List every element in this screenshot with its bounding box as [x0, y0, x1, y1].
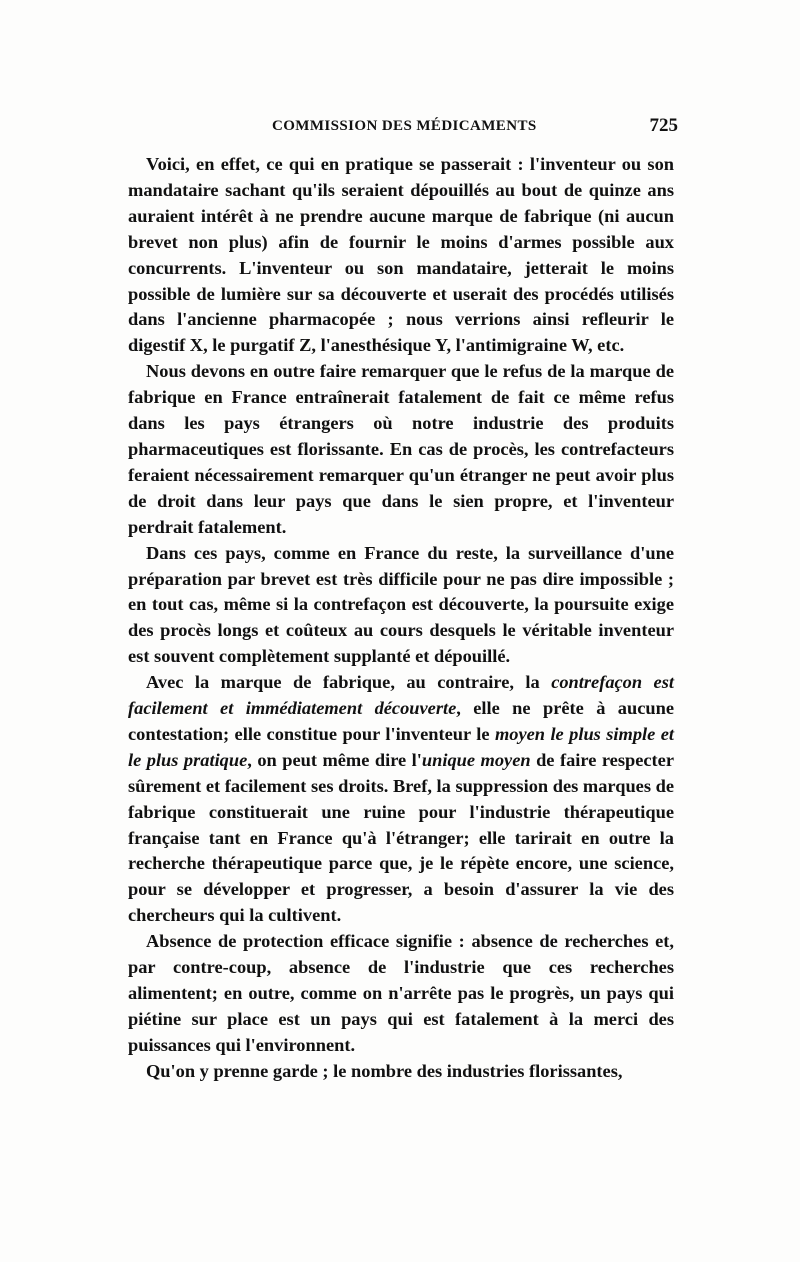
page-number: 725 — [649, 115, 678, 136]
paragraph-2: Nous devons en outre faire remarquer que le refus de la marque de fabrique en France entraînerait fatalement de fait ce même refus dans les pays étrangers où notre industrie des produits pharmaceutiques est florissante. En cas de procès, les contrefacteurs feraient nécessairement remarquer qu'un étranger ne peut avoir plus de droit dans leur pays que dans le sien propre, et l'inventeur perdrait fatalement. — [128, 361, 674, 537]
paragraph-4-emphasis-1: contrefaçon est facilement et immédiatement découverte — [128, 672, 674, 719]
paragraph-6: Qu'on y prenne garde ; le nombre des industries florissantes, — [146, 1060, 623, 1081]
paragraph-4-part-3: , on peut même dire l' — [247, 749, 422, 770]
paragraph-4-emphasis-2: moyen le plus simple et le plus pratique — [128, 723, 674, 770]
paragraph-4-part-2: , elle ne prête à aucune contestation; elle constitue pour l'inventeur le — [128, 698, 674, 744]
paragraph-4-part-1: Avec la marque de fabrique, au contraire, la — [146, 672, 552, 693]
paragraph-1: Voici, en effet, ce qui en pratique se passerait : l'inventeur ou son mandataire sachant qu'ils seraient dépouillés au bout de quinze ans auraient intérêt à ne prendre aucune marque de fabrique (ni aucun brevet non plus) afin de fournir le moins d'armes possible aux concurrents. L'inventeur ou son mandataire, jetterait le moins possible de lumière sur sa découverte et userait des procédés utilisés dans l'ancienne pharmacopée ; nous verrions ainsi refleurir le digestif X, le purgatif Z, l'anesthésique Y, l'antimigraine W, etc. — [128, 154, 674, 356]
page-header — [130, 115, 678, 140]
paragraph-4-part-4: de faire respecter sûrement et facilement ses droits. Bref, la suppression des marques de fabrique constituerait une ruine pour l'industrie thérapeutique française tant en France qu'à l'étranger; elle tarirait en outre la recherche thérapeutique parce que, je le répète encore, une science, pour se développer et progresser, a besoin d'assurer la vie des chercheurs qui la cultivent. — [128, 749, 674, 926]
paragraph-4-emphasis-3: unique moyen — [421, 749, 531, 770]
running-head: COMMISSION DES MÉDICAMENTS — [272, 118, 537, 134]
body-text — [128, 152, 674, 1085]
paragraph-4 — [128, 670, 674, 929]
paragraph-3: Dans ces pays, comme en France du reste, la surveillance d'une préparation par brevet est très difficile pour ne pas dire impossible ; en tout cas, même si la contrefaçon est découverte, la poursuite exige des procès longs et coûteux au cours desquels le véritable inventeur est souvent complètement supplanté et dépouillé. — [128, 542, 674, 667]
paragraph-5: Absence de protection efficace signifie : absence de recherches et, par contre-coup, absence de l'industrie que ces recherches alimentent; en outre, comme on n'arrête pas le progrès, un pays qui piétine sur place est un pays qui est fatalement à la merci des puissances qui l'environnent. — [128, 931, 674, 1055]
